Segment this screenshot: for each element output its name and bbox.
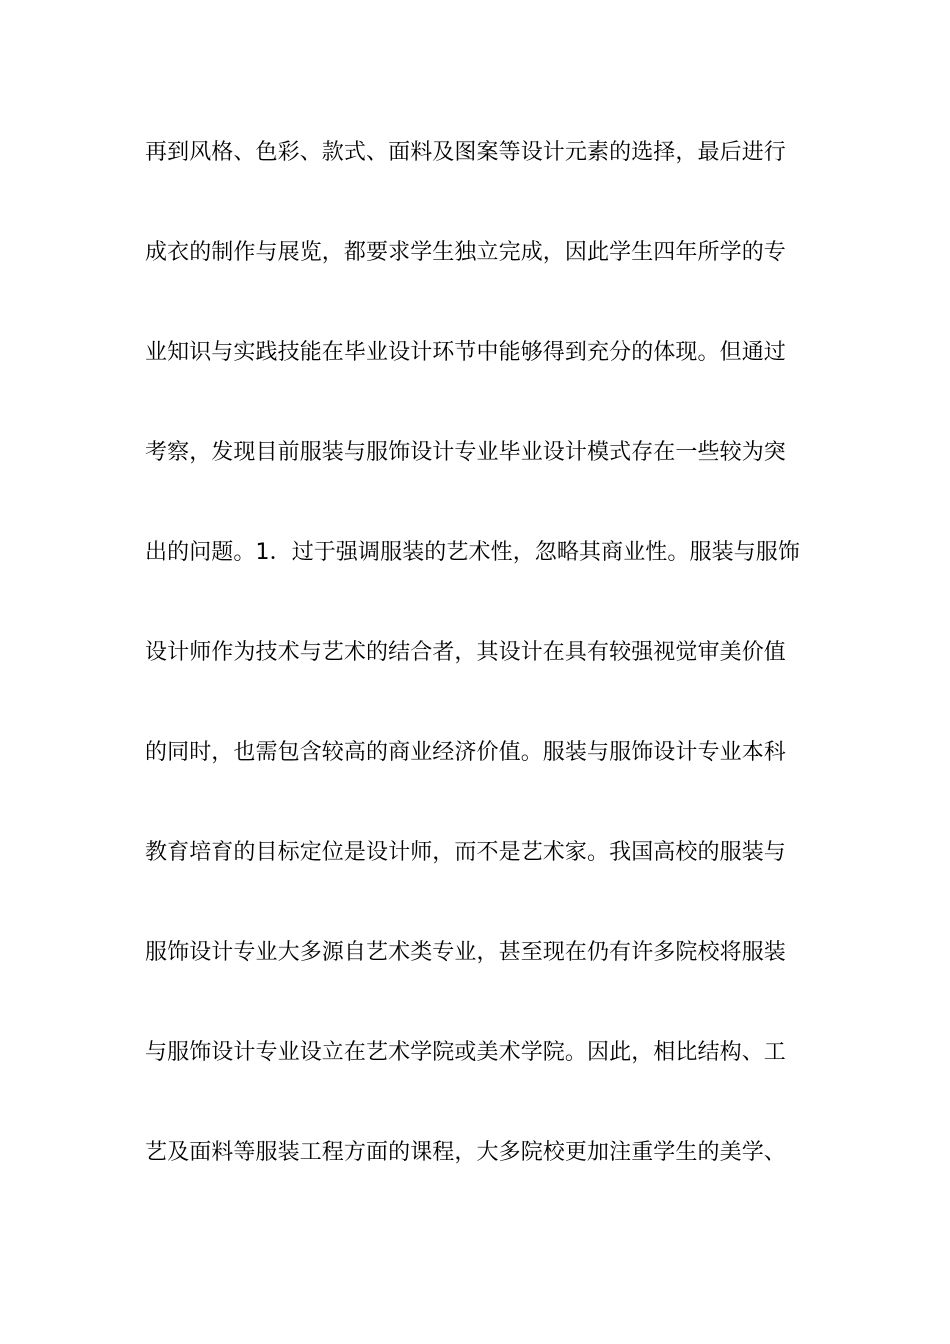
text-line: 业知识与实践技能在毕业设计环节中能够得到充分的体现。但通过 — [145, 340, 786, 365]
text-line: 成衣的制作与展览，都要求学生独立完成，因此学生四年所学的专 — [145, 240, 786, 265]
text-line: 出的问题。1．过于强调服装的艺术性，忽略其商业性。服装与服饰 — [145, 540, 800, 565]
text-line: 服饰设计专业大多源自艺术类专业，甚至现在仍有许多院校将服装 — [145, 940, 786, 965]
body-text — [145, 128, 815, 1228]
text-line: 艺及面料等服装工程方面的课程，大多院校更加注重学生的美学、 — [145, 1140, 786, 1165]
text-line: 考察，发现目前服装与服饰设计专业毕业设计模式存在一些较为突 — [145, 440, 786, 465]
text-line: 设计师作为技术与艺术的结合者，其设计在具有较强视觉审美价值 — [145, 640, 786, 665]
text-line: 教育培育的目标定位是设计师，而不是艺术家。我国高校的服装与 — [145, 840, 786, 865]
text-line: 再到风格、色彩、款式、面料及图案等设计元素的选择，最后进行 — [145, 140, 786, 165]
text-line: 的同时，也需包含较高的商业经济价值。服装与服饰设计专业本科 — [145, 740, 786, 765]
text-line: 与服饰设计专业设立在艺术学院或美术学院。因此，相比结构、工 — [145, 1040, 786, 1065]
